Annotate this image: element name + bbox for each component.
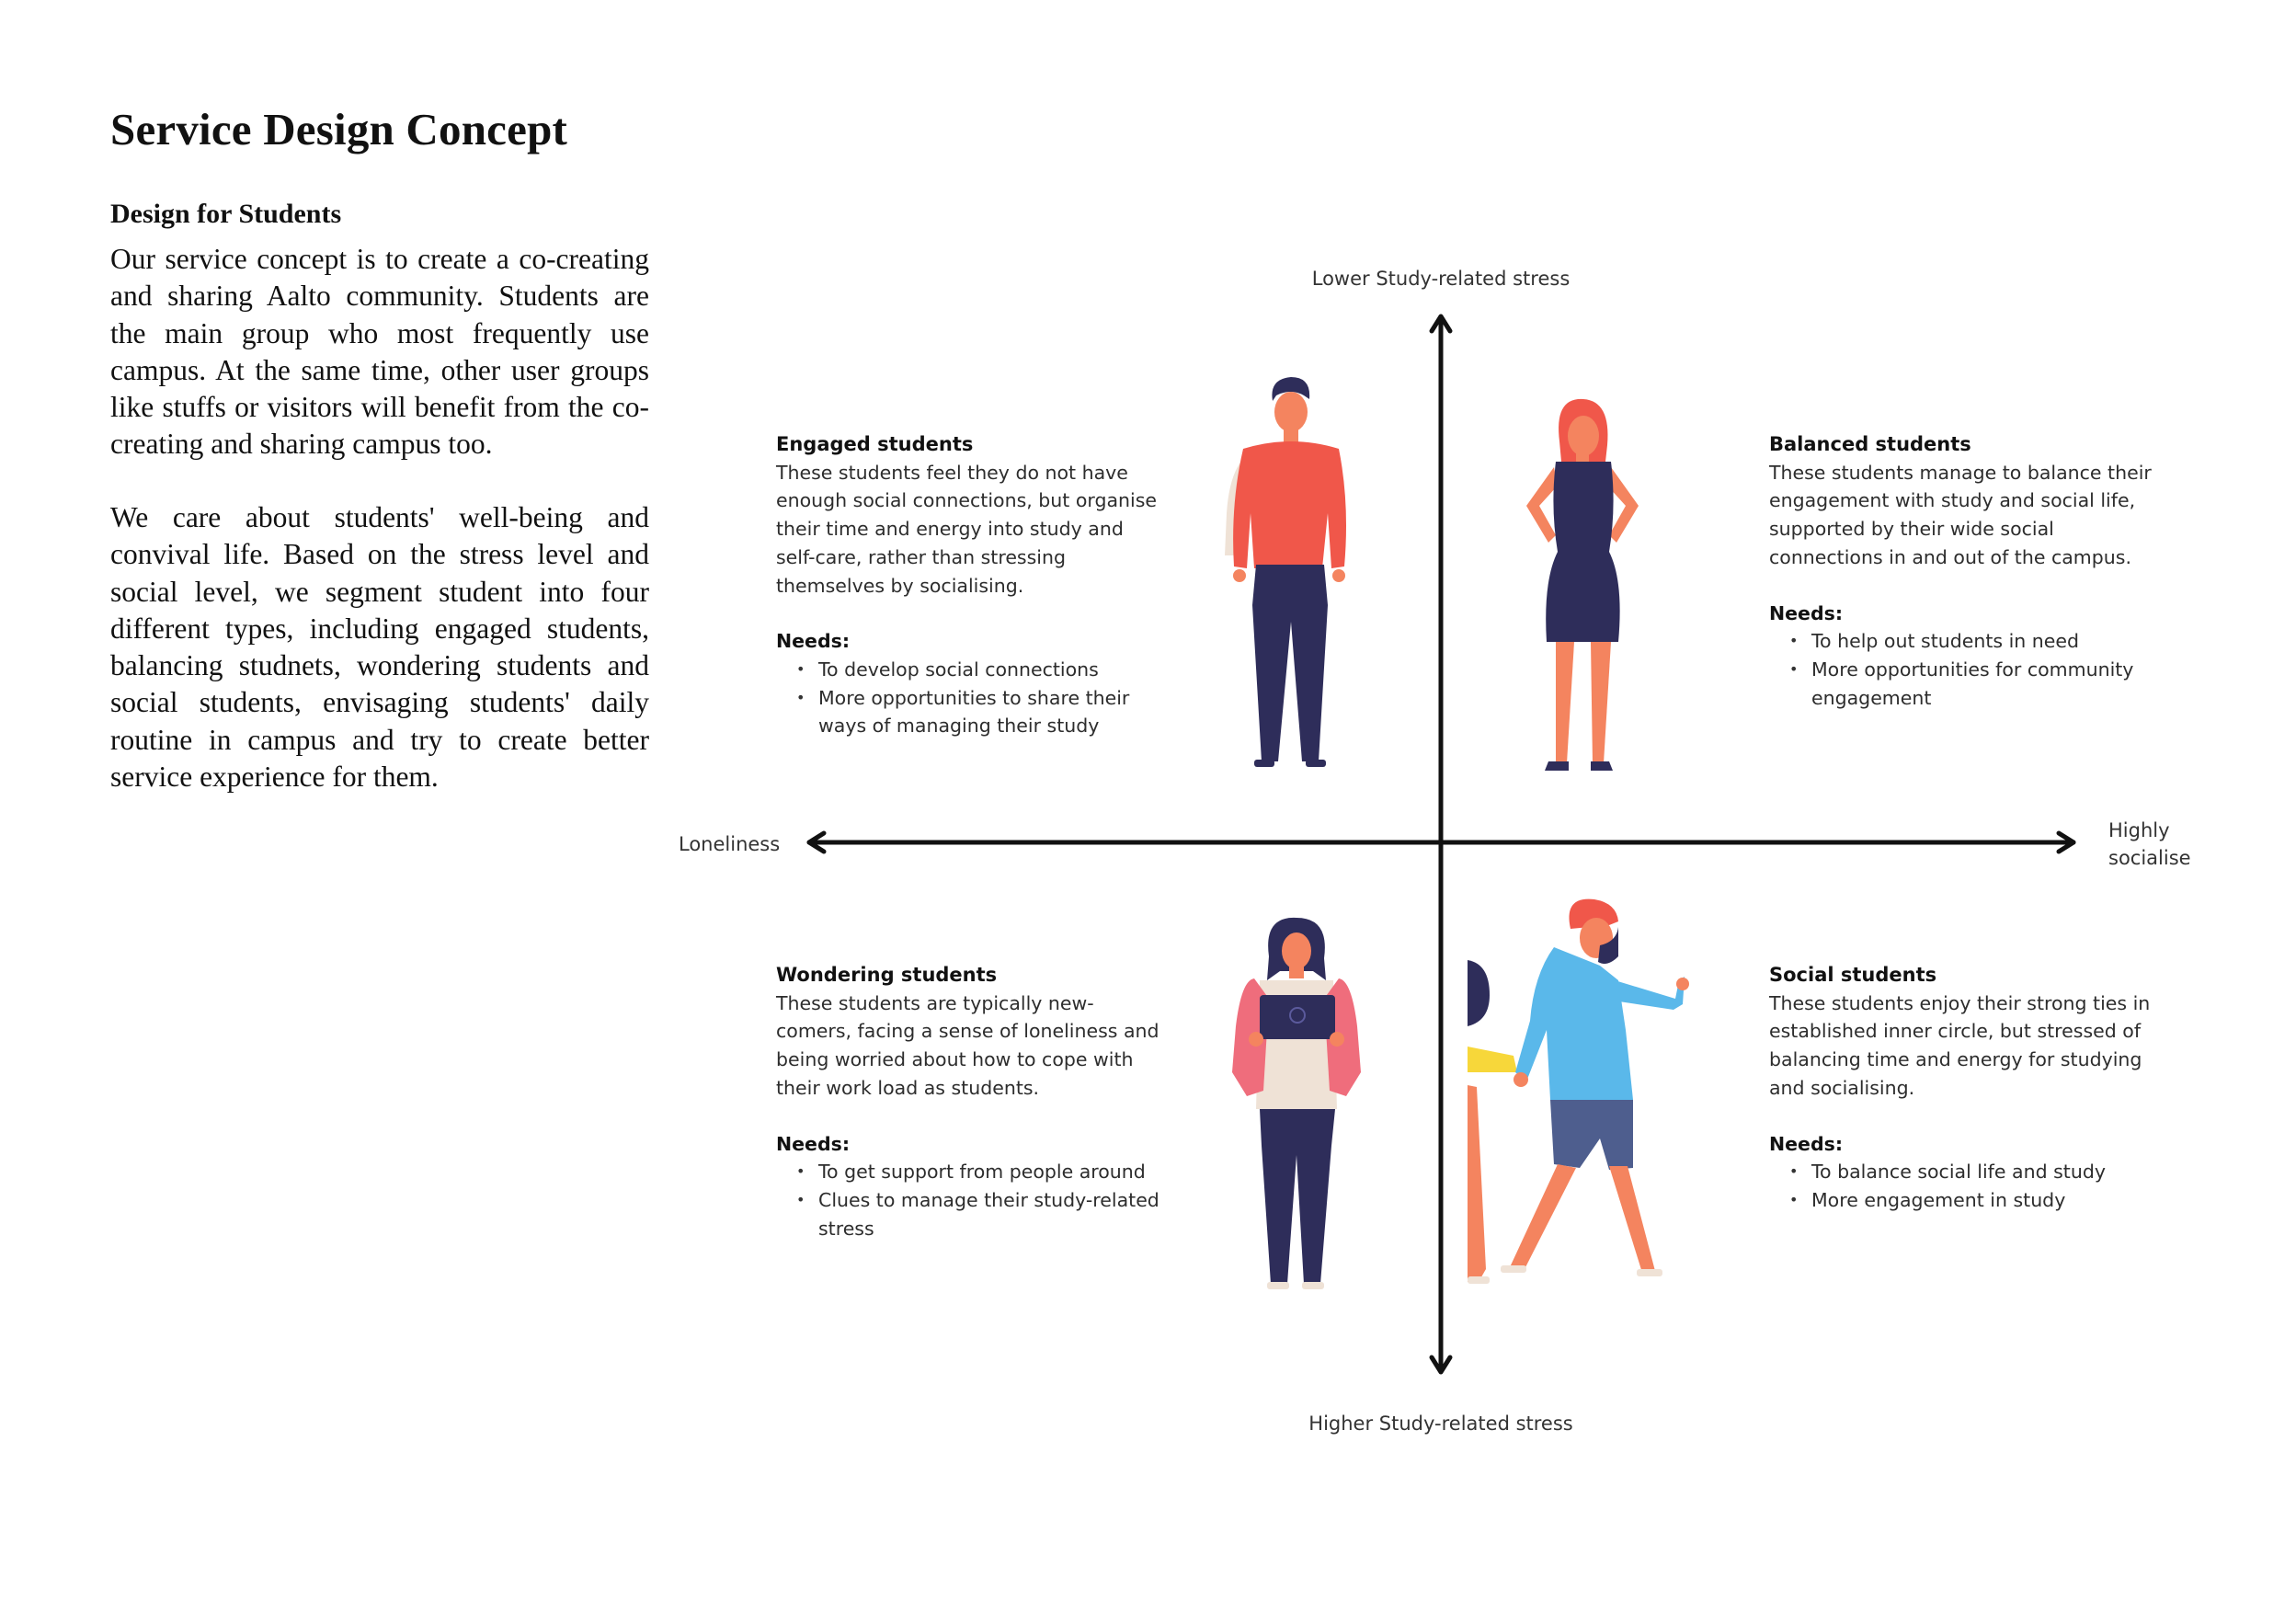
needs-label: Needs: (1769, 1132, 1844, 1155)
engaged-student-illustration (1219, 375, 1357, 771)
social-student-illustration (1462, 892, 1701, 1289)
quadrant-title: Social students (1769, 964, 1937, 986)
axis-label-right: Highly socialise (2108, 819, 2191, 869)
balanced-student-illustration (1508, 397, 1655, 776)
axis-label-left: Loneliness (679, 833, 781, 855)
axis-label-bottom: Higher Study-related stress (1308, 1413, 1573, 1435)
needs-item: • To get support from people around (818, 1158, 1162, 1186)
needs-item: • To develop social connections (818, 656, 1162, 684)
needs-label: Needs: (776, 1132, 851, 1155)
quadrant-wondering (776, 961, 1162, 1242)
quadrant-title: Balanced students (1769, 433, 1971, 455)
quadrant-description: These students feel they do not have enough social connections, but organise their time and energy into study and self-care, rather than stressing themselves by socialising. (776, 461, 1158, 597)
needs-list (1769, 627, 2165, 712)
wondering-student-illustration (1223, 916, 1370, 1291)
needs-list (1769, 1158, 2165, 1214)
needs-item: • More opportunities to share their ways of managing their study (818, 684, 1162, 740)
needs-item: • To help out students in need (1811, 627, 2165, 656)
axis-label-top: Lower Study-related stress (1311, 268, 1571, 290)
section-heading: Design for Students (110, 199, 342, 229)
needs-list (776, 656, 1162, 740)
needs-item: • Clues to manage their study-related stress (818, 1186, 1162, 1242)
needs-item: • More engagement in study (1811, 1186, 2165, 1215)
intro-paragraph: We care about students' well-being and convival life. Based on the stress level and social level, we segment student into four different types, including engaged students, balancing studnets, wondering students and social students, envisaging students' daily routine in campus and try to create better service experience for them. (110, 501, 649, 794)
needs-item: • More opportunities for community engagement (1811, 656, 2165, 712)
needs-list (776, 1158, 1162, 1242)
page-title: Service Design Concept (110, 104, 568, 154)
quadrant-description: These students manage to balance their engagement with study and social life, supported by their wide social connections in and out of the campus. (1769, 461, 2152, 568)
quadrant-description: These students enjoy their strong ties in established inner circle, but stressed of balancing time and energy for studying and socialising. (1769, 991, 2151, 1099)
quadrant-engaged (776, 430, 1162, 740)
quadrant-title: Wondering students (776, 964, 998, 986)
quadrant-title: Engaged students (776, 433, 974, 455)
quadrant-description: These students are typically new-comers, facing a sense of loneliness and being worried about how to cope with their work load as students. (776, 991, 1159, 1099)
quadrant-social (1769, 961, 2165, 1215)
needs-label: Needs: (776, 630, 851, 653)
intro-paragraph: Our service concept is to create a co-creating and sharing Aalto community. Students are the main group who most frequently use campus. At the same time, other user groups like stuffs or visitors will benefit from the co-creating and sharing campus too. (110, 243, 649, 461)
needs-label: Needs: (1769, 601, 1844, 624)
needs-item: • To balance social life and study (1811, 1158, 2165, 1186)
quadrant-balanced (1769, 430, 2165, 712)
